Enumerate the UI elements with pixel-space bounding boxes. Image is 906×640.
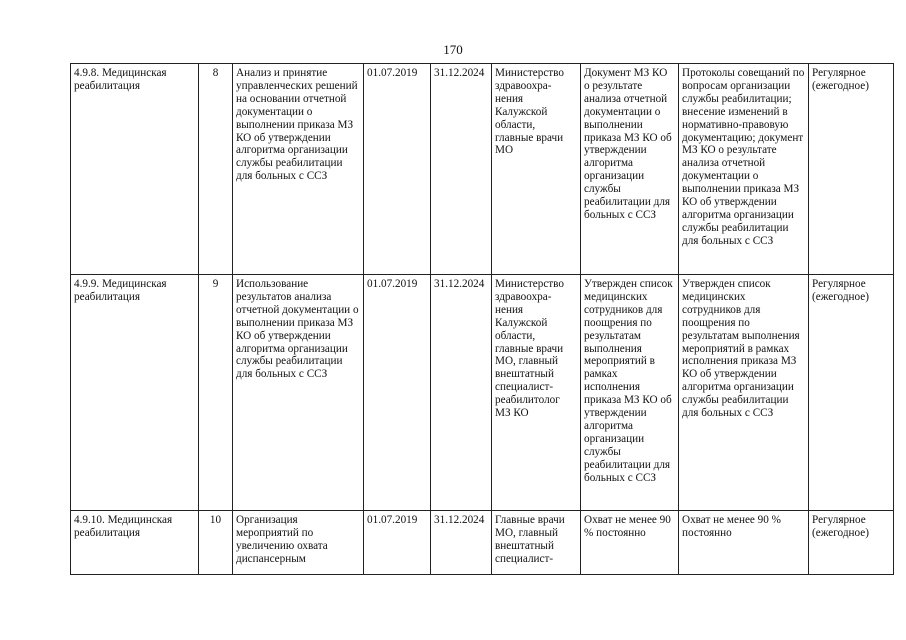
number-cell: 9 — [199, 275, 233, 511]
activity-cell: Организация мероприятий по увеличению охвата диспансерным — [233, 511, 364, 575]
end-date-cell: 31.12.2024 — [431, 275, 492, 511]
end-date-cell: 31.12.2024 — [431, 64, 492, 275]
frequency-cell: Регулярное (ежегодное) — [809, 64, 894, 275]
table-row — [71, 511, 894, 575]
page-number: 170 — [443, 42, 463, 57]
result-cell: Охват не менее 90 % постоянно — [581, 511, 679, 575]
section-cell: 4.9.8. Медицинская реабилитация — [71, 64, 199, 275]
end-date-cell: 31.12.2024 — [431, 511, 492, 575]
indicator-cell: Протоколы совещаний по вопросам организации службы реабилитации; внесение изменений в нормативно-правовую документацию; документ МЗ КО о результате анализа отчетной документации о выполнении приказа МЗ КО об утверждении алгоритма организации службы реабилитации для больных с ССЗ — [679, 64, 809, 275]
activity-cell: Анализ и принятие управленческих решений на основании отчетной документации о выполнении приказа МЗ КО об утверждении алгоритма организации службы реабилитации для больных с ССЗ — [233, 64, 364, 275]
section-cell: 4.9.10. Медицинская реабилитация — [71, 511, 199, 575]
table-row — [71, 275, 894, 511]
section-cell: 4.9.9. Медицинская реабилитация — [71, 275, 199, 511]
number-cell: 8 — [199, 64, 233, 275]
start-date-cell: 01.07.2019 — [364, 511, 431, 575]
responsible-cell: Министерство здравоохра- нения Калужской области, главные врачи МО, главный внештатный специалист- реабилитолог МЗ КО — [492, 275, 581, 511]
responsible-cell: Министерство здравоохра- нения Калужской области, главные врачи МО — [492, 64, 581, 275]
activity-cell: Использование результатов анализа отчетной документации о выполнении приказа МЗ КО об утверждении алгоритма организации службы реабилитации для больных с ССЗ — [233, 275, 364, 511]
start-date-cell: 01.07.2019 — [364, 275, 431, 511]
start-date-cell: 01.07.2019 — [364, 64, 431, 275]
result-cell: Утвержден список медицинских сотрудников для поощрения по результатам выполнения мероприятий в рамках исполнения приказа МЗ КО об утверждении алгоритма организации службы реабилитации для больных с ССЗ — [581, 275, 679, 511]
responsible-cell: Главные врачи МО, главный внештатный специалист- — [492, 511, 581, 575]
indicator-cell: Утвержден список медицинских сотрудников для поощрения по результатам выполнения мероприятий в рамках исполнения приказа МЗ КО об утверждении алгоритма организации службы реабилитации для больных с ССЗ — [679, 275, 809, 511]
frequency-cell: Регулярное (ежегодное) — [809, 511, 894, 575]
plan-table — [70, 63, 894, 575]
number-cell: 10 — [199, 511, 233, 575]
frequency-cell: Регулярное (ежегодное) — [809, 275, 894, 511]
result-cell: Документ МЗ КО о результате анализа отчетной документации о выполнении приказа МЗ КО об утверждении алгоритма организации службы реабилитации для больных с ССЗ — [581, 64, 679, 275]
indicator-cell: Охват не менее 90 % постоянно — [679, 511, 809, 575]
table-row — [71, 64, 894, 275]
